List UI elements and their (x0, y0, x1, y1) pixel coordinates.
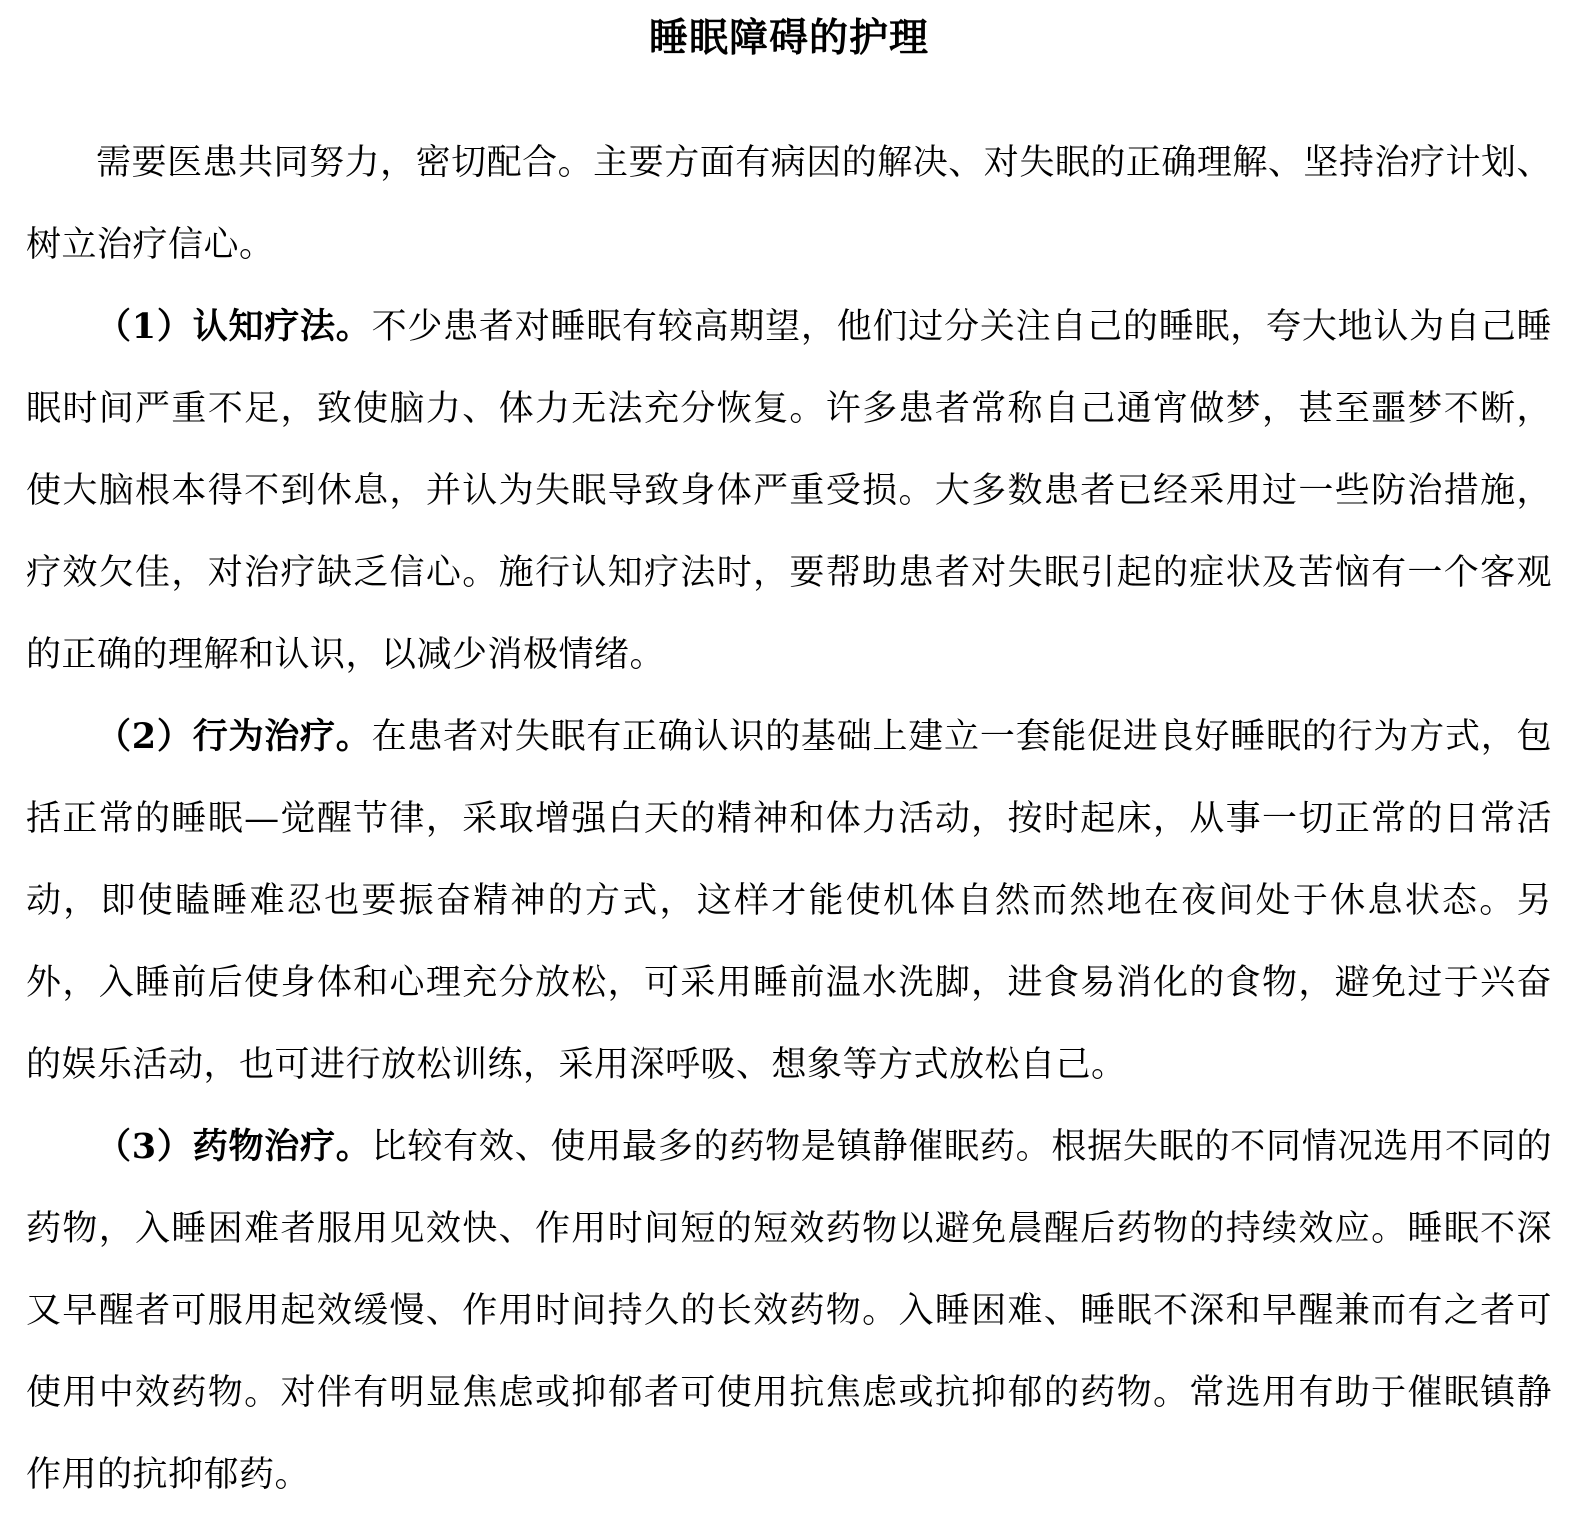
section-body: 比较有效、使用最多的药物是镇静催眠药。根据失眠的不同情况选用不同的药物，入睡困难者服用见效快、作用时间短的短效药物以避免晨醒后药物的持续效应。睡眠不深又早醒者可服用起效缓慢、作用时间持久的长效药物。入睡困难、睡眠不深和早醒兼而有之者可使用中效药物。对伴有明显焦虑或抑郁者可使用抗焦虑或抗抑郁的药物。常选用有助于催眠镇静作用的抗抑郁药。 (26, 1127, 1552, 1495)
section-behavior-therapy (26, 696, 1552, 1106)
document-page (26, 0, 1552, 1516)
document-title: 睡眠障碍的护理 (648, 15, 929, 61)
section-body: 不少患者对睡眠有较高期望，他们过分关注自己的睡眠，夸大地认为自己睡眠时间严重不足，致使脑力、体力无法充分恢复。许多患者常称自己通宵做梦，甚至噩梦不断，使大脑根本得不到休息，并认为失眠导致身体严重受损。大多数患者已经采用过一些防治措施，疗效欠佳，对治疗缺乏信心。施行认知疗法时，要帮助患者对失眠引起的症状及苦恼有一个客观的正确的理解和认识，以减少消极情绪。 (26, 307, 1552, 675)
section-drug-therapy (26, 1106, 1552, 1516)
section-cognitive-therapy (26, 286, 1552, 696)
section-heading: （2）行为治疗。 (96, 716, 372, 757)
section-body: 在患者对失眠有正确认识的基础上建立一套能促进良好睡眠的行为方式，包括正常的睡眠—觉醒节律，采取增强白天的精神和体力活动，按时起床，从事一切正常的日常活动，即使瞌睡难忍也要振奋精神的方式，这样才能使机体自然而然地在夜间处于休息状态。另外，入睡前后使身体和心理充分放松，可采用睡前温水洗脚，进食易消化的食物，避免过于兴奋的娱乐活动，也可进行放松训练，采用深呼吸、想象等方式放松自己。 (26, 717, 1552, 1085)
intro-paragraph: 需要医患共同努力，密切配合。主要方面有病因的解决、对失眠的正确理解、坚持治疗计划、树立治疗信心。 (26, 143, 1552, 265)
section-heading: （1）认知疗法。 (96, 306, 372, 347)
section-heading: （3）药物治疗。 (96, 1126, 372, 1167)
